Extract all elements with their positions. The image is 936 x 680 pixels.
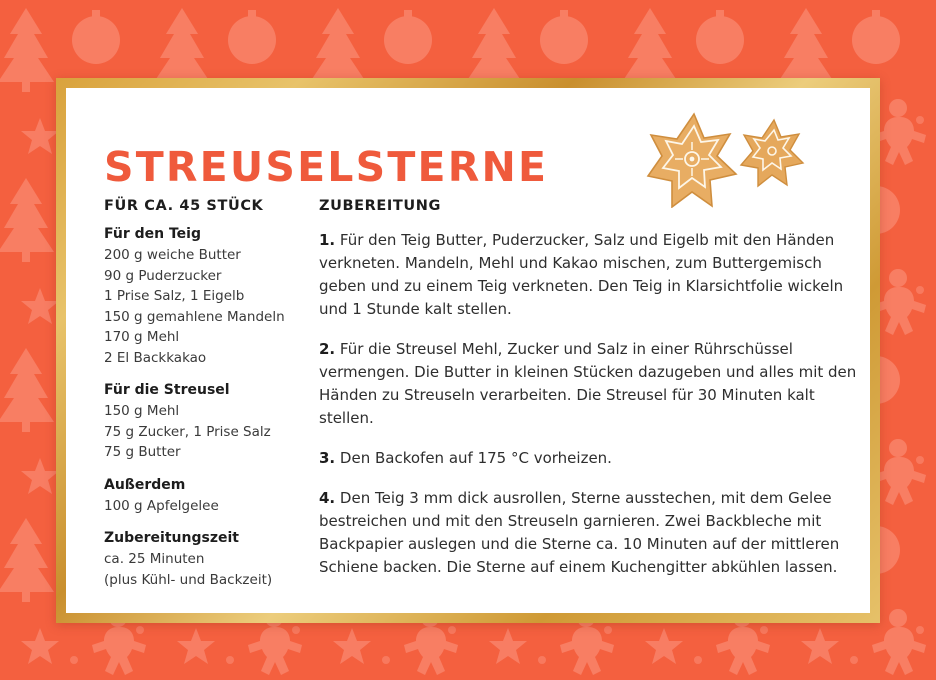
ingredient-item: 200 g weiche Butter [104, 247, 241, 263]
step-number: 2. [319, 340, 336, 358]
step-number: 1. [319, 231, 336, 249]
preparation-step [319, 229, 864, 321]
ingredient-item: 90 g Puderzucker [104, 267, 222, 284]
step-text: Den Backofen auf 175 °C vorheizen. [339, 449, 612, 467]
ingredient-item: 75 g Zucker, 1 Prise Salz [104, 423, 271, 440]
ingredient-group-heading-1: Für die Streusel [104, 382, 230, 398]
step-text: Den Teig 3 mm dick ausrollen, Sterne ausstechen, mit dem Gelee bestreichen und mit den Streuseln garnieren. Zwei Backbleche mit Backpapier auslegen und die Sterne ca. 10 Minuten auf der mittleren Schiene backen. Die Sterne auf einem Kuchengitter abkühlen lassen. [319, 489, 840, 576]
recipe-card [66, 88, 870, 613]
step-number: 3. [319, 449, 336, 467]
ingredient-item: (plus Kühl- und Backzeit) [104, 571, 273, 588]
ingredient-item: ca. 25 Minuten [104, 551, 205, 567]
preparation-column [319, 198, 864, 579]
ingredient-item: 150 g gemahlene Mandeln [104, 308, 285, 325]
preparation-step [319, 447, 864, 470]
step-number: 4. [319, 489, 336, 507]
yield-label: FÜR CA. 45 STÜCK [104, 198, 264, 214]
ingredient-item: 2 El Backkakao [104, 349, 207, 366]
step-text: Für die Streusel Mehl, Zucker und Salz in einer Rührschüssel vermengen. Die Butter in kleinen Stücken dazugeben und alles mit den Händen zu Streuseln verarbeiten. Die Streusel für 30 Minuten kalt stellen. [319, 340, 857, 427]
preparation-heading: ZUBEREITUNG [319, 198, 442, 214]
ingredient-item: 100 g Apfelgelee [104, 497, 219, 514]
star-cookie-icon [646, 108, 806, 208]
ingredient-group-heading-0: Für den Teig [104, 226, 201, 242]
ingredients-column [104, 198, 319, 590]
ingredient-group-heading-2: Außerdem [104, 476, 186, 493]
ingredient-group-heading-3: Zubereitungszeit [104, 530, 239, 546]
preparation-step [319, 338, 864, 430]
ingredient-item: 1 Prise Salz, 1 Eigelb [104, 288, 245, 304]
step-text: Für den Teig Butter, Puderzucker, Salz und Eigelb mit den Händen verkneten. Mandeln, Mehl und Kakao mischen, zum Buttergemisch geben und zu einem Teig verkneten. Den Teig in Klarsichtfolie wickeln und 1 Stunde kalt stellen. [319, 231, 844, 318]
page-title: STREUSELSTERNE [104, 143, 549, 192]
ingredient-item: 150 g Mehl [104, 403, 180, 419]
ingredient-item: 170 g Mehl [104, 329, 180, 345]
ingredient-item: 75 g Butter [104, 444, 181, 460]
recipe-card-frame [56, 78, 880, 623]
preparation-step [319, 487, 864, 579]
